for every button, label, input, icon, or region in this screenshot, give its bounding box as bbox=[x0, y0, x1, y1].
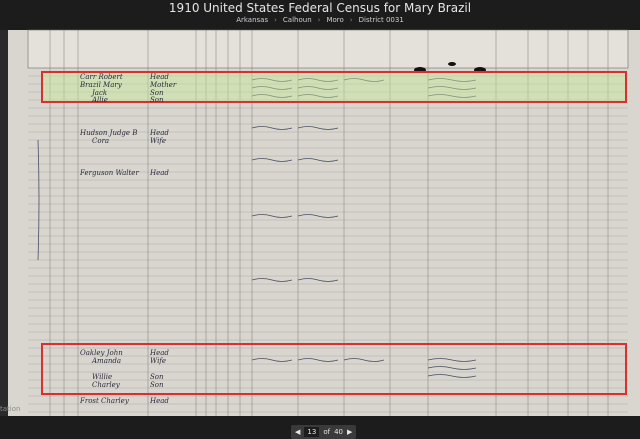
highlight-mary-brazil-household bbox=[41, 71, 627, 103]
page-navigator bbox=[291, 425, 356, 439]
record-relation: Wife bbox=[150, 137, 167, 145]
record-relation: Mother bbox=[150, 81, 177, 89]
record-name: Ferguson Walter bbox=[80, 169, 139, 177]
record-relation: Son bbox=[150, 96, 164, 104]
record-name: Brazil Mary bbox=[80, 81, 122, 89]
record-relation: Head bbox=[150, 349, 169, 357]
breadcrumb-separator: › bbox=[349, 16, 353, 24]
corner-text: tation bbox=[0, 405, 21, 413]
page-title: 1910 United States Federal Census for Mary Brazil bbox=[168, 1, 472, 15]
record-name: Charley bbox=[92, 381, 120, 389]
record-name: Frost Charley bbox=[80, 397, 129, 405]
record-name: Jack bbox=[92, 89, 108, 97]
record-relation: Son bbox=[150, 381, 164, 389]
previous-page-icon[interactable]: ◀ bbox=[295, 428, 301, 436]
record-relation: Head bbox=[150, 169, 169, 177]
image-viewer[interactable] bbox=[0, 30, 640, 436]
record-name: Carr Robert bbox=[80, 73, 123, 81]
breadcrumb-state[interactable]: Arkansas bbox=[236, 16, 269, 24]
record-name: Amanda bbox=[92, 357, 122, 365]
record-name: Cora bbox=[92, 137, 110, 145]
record-relation: Son bbox=[150, 89, 164, 97]
breadcrumb-county[interactable]: Calhoun bbox=[282, 16, 312, 24]
record-name: Willie bbox=[92, 373, 113, 381]
breadcrumb-district[interactable]: District 0031 bbox=[358, 16, 404, 24]
census-page-image bbox=[8, 30, 640, 416]
record-relation: Head bbox=[150, 73, 169, 81]
next-page-icon[interactable]: ▶ bbox=[346, 428, 353, 436]
record-name: Allie bbox=[92, 96, 108, 104]
highlight-oakley-household bbox=[41, 343, 627, 395]
current-page-input[interactable]: 13 bbox=[304, 427, 319, 437]
breadcrumb bbox=[0, 15, 640, 25]
breadcrumb-separator: › bbox=[274, 16, 277, 24]
record-relation: Son bbox=[150, 373, 164, 381]
record-relation: Wife bbox=[150, 357, 167, 365]
total-pages: 40 bbox=[334, 428, 343, 436]
record-relation: Head bbox=[150, 129, 169, 137]
record-name: Hudson Judge B bbox=[80, 129, 138, 137]
record-name: Oakley John bbox=[80, 349, 123, 357]
page-of-label: of bbox=[323, 428, 331, 436]
record-relation: Head bbox=[150, 397, 169, 405]
breadcrumb-township[interactable]: Moro bbox=[326, 16, 344, 24]
breadcrumb-separator: › bbox=[317, 16, 321, 24]
page-header bbox=[0, 0, 640, 30]
